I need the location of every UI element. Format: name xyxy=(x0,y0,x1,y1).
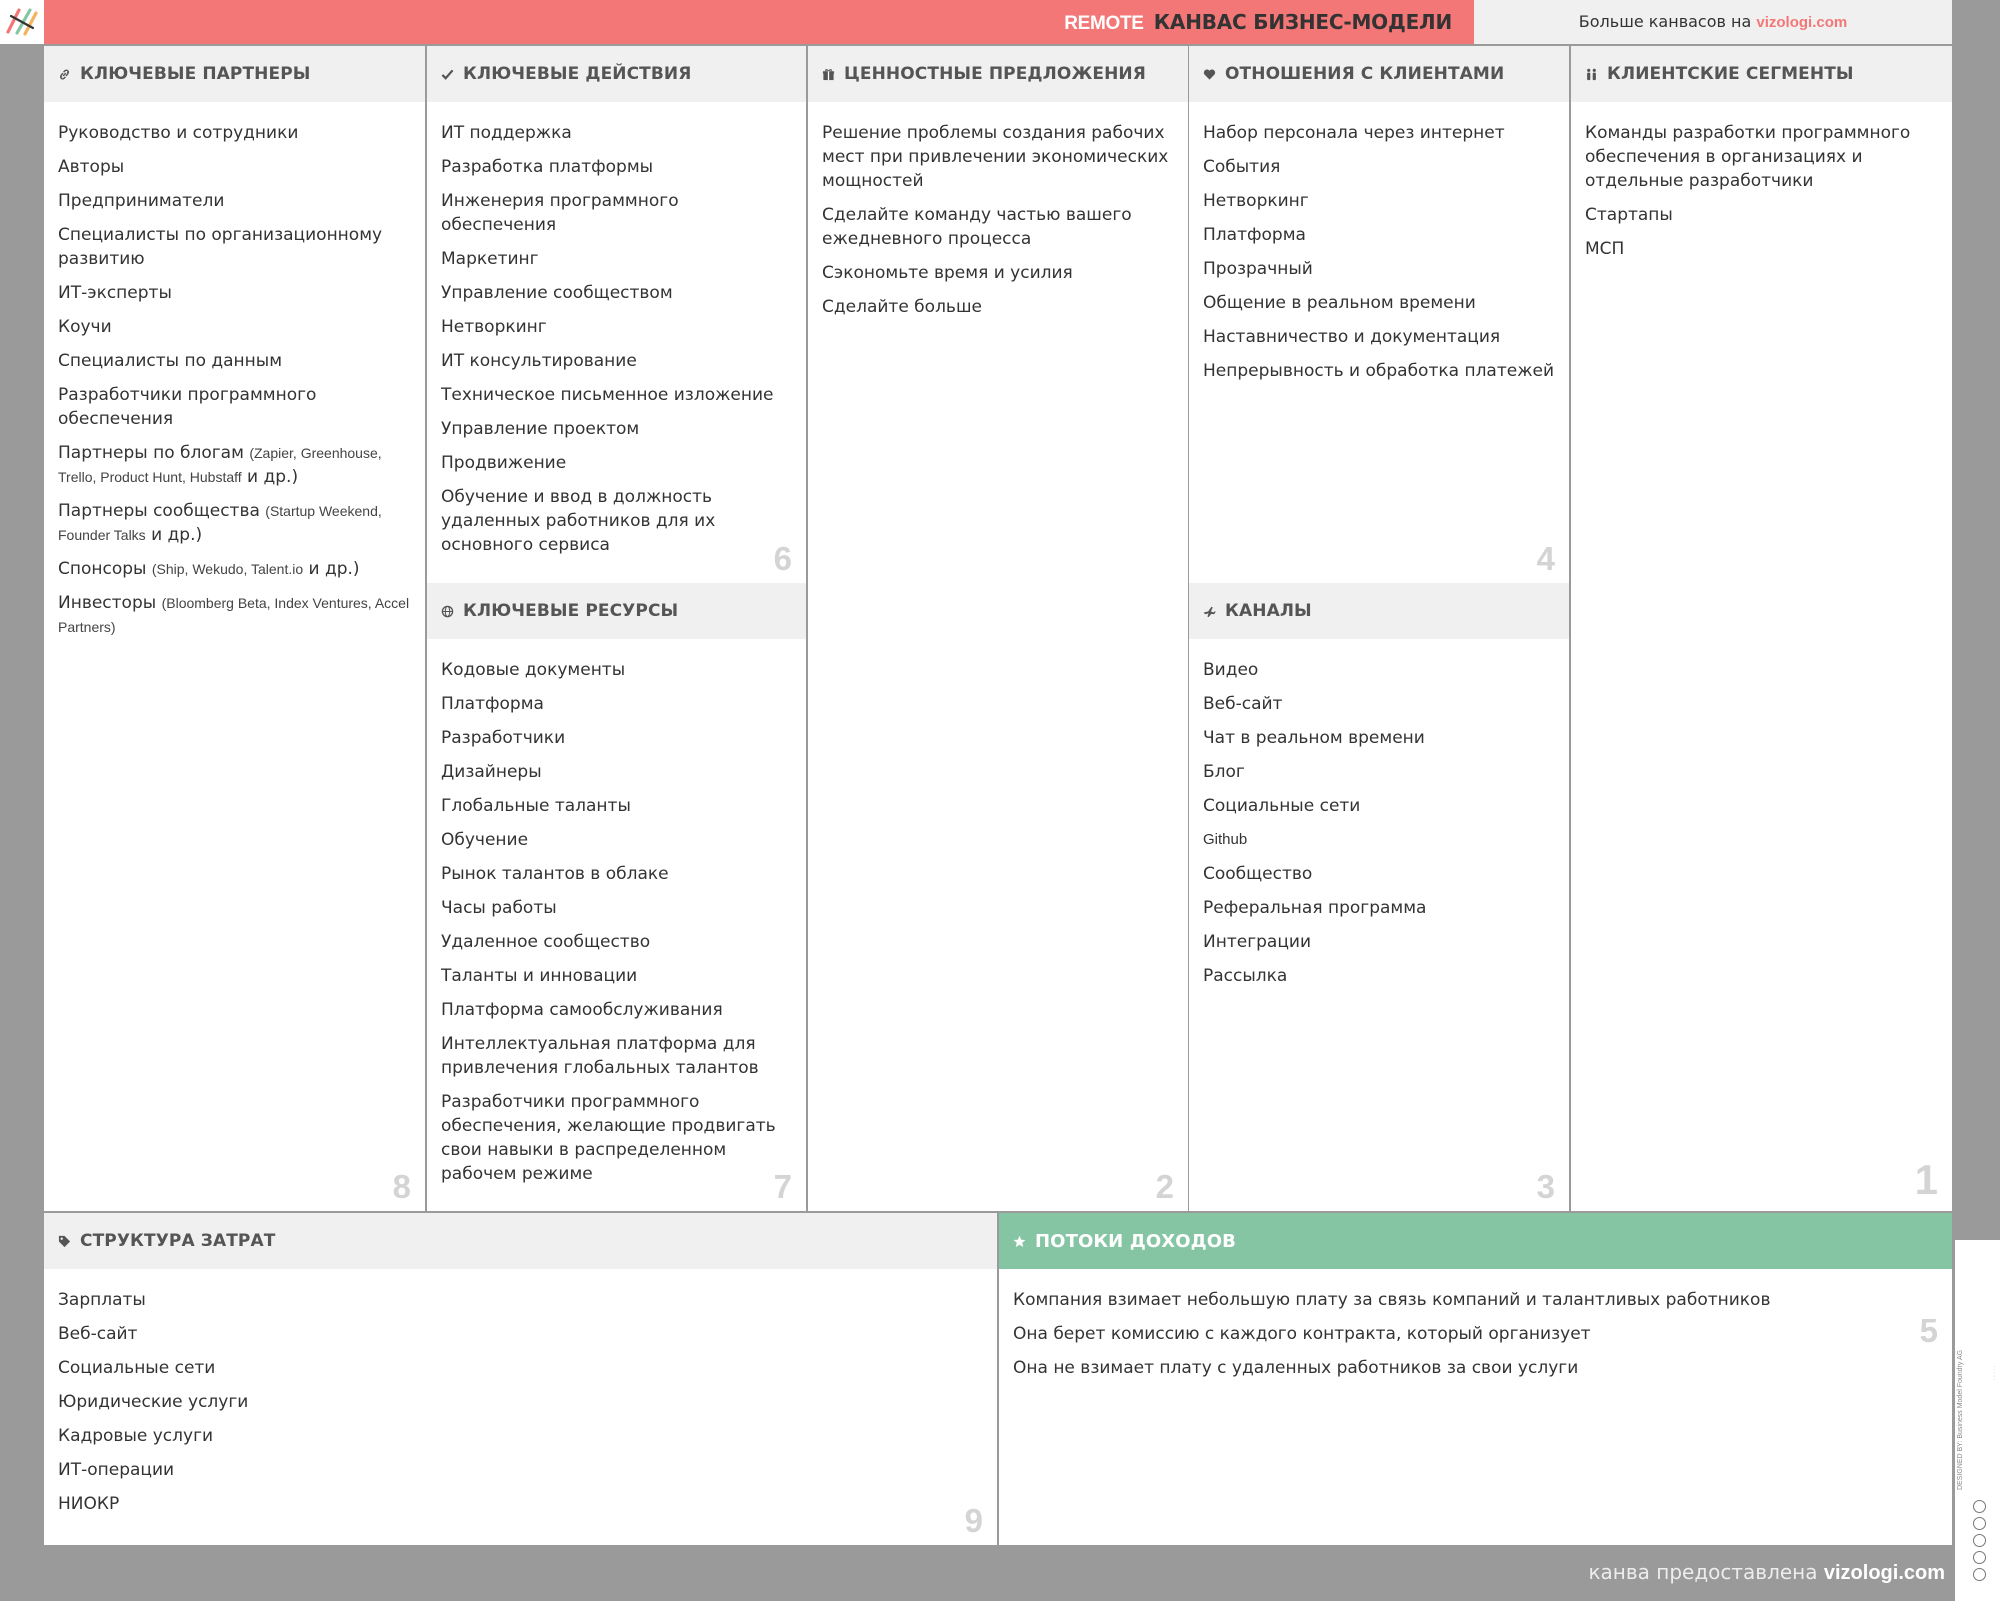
list-item: Чат в реальном времени xyxy=(1203,728,1425,748)
block-number: 7 xyxy=(773,1168,792,1205)
customer-relationships-title: ОТНОШЕНИЯ С КЛИЕНТАМИ xyxy=(1225,64,1505,84)
vizologi-logo[interactable] xyxy=(0,0,44,44)
block-number: 3 xyxy=(1536,1168,1555,1205)
company-name: REMOTE xyxy=(1064,13,1144,34)
list-item: Веб-сайт xyxy=(1203,694,1283,714)
list-item: Социальные сети xyxy=(58,1358,216,1378)
list-item: Сделайте больше xyxy=(822,297,982,317)
globe-icon xyxy=(441,605,454,618)
license-credit-strip xyxy=(1955,1240,2000,1601)
credit-text: канва предоставлена xyxy=(1588,1560,1824,1584)
item-note: (Ship, Wekudo, Talent.io xyxy=(151,561,304,577)
item-main: Инвесторы xyxy=(58,593,162,613)
nc-icon xyxy=(1973,1551,1986,1564)
canvas-title: КАНВАС БИЗНЕС-МОДЕЛИ xyxy=(1153,10,1452,34)
list-item: Она берет комиссию с каждого контракта, который организует xyxy=(1013,1324,1591,1344)
list-item-blog-partners xyxy=(58,441,411,489)
designed-by-text: DESIGNED BY: Business Model Foundry AG xyxy=(1957,1349,1964,1490)
item-tail: и др.) xyxy=(145,525,203,545)
list-item: Предприниматели xyxy=(58,191,225,211)
heart-icon xyxy=(1203,68,1216,81)
more-canvases-text: Больше канвасов на xyxy=(1578,12,1757,31)
cost-structure-title: СТРУКТУРА ЗАТРАТ xyxy=(80,1231,276,1251)
link-icon xyxy=(58,68,71,81)
cost-structure-list xyxy=(44,1269,997,1545)
nd-icon xyxy=(1973,1568,1986,1581)
list-item: Руководство и сотрудники xyxy=(58,123,299,143)
credit-brand[interactable]: vizologi.com xyxy=(1823,1562,1945,1584)
list-item: Непрерывность и обработка платежей xyxy=(1203,361,1555,381)
list-item: События xyxy=(1203,157,1281,177)
list-item: Разработчики xyxy=(441,728,566,748)
key-activities-title: КЛЮЧЕВЫЕ ДЕЙСТВИЯ xyxy=(463,64,692,84)
list-item: Общение в реальном времени xyxy=(1203,293,1476,313)
key-resources-header xyxy=(427,583,806,639)
key-resources-list xyxy=(427,639,806,1211)
customer-relationships-list xyxy=(1189,102,1569,583)
list-item: Наставничество и документация xyxy=(1203,327,1501,347)
list-item: Инженерия программного обеспечения xyxy=(441,191,679,235)
item-main: Спонсоры xyxy=(58,559,152,579)
list-item: Она не взимает плату с удаленных работников за свои услуги xyxy=(1013,1358,1579,1378)
people-icon xyxy=(1585,68,1598,81)
key-activities-header xyxy=(427,46,806,102)
list-item-investors xyxy=(58,591,411,639)
check-icon xyxy=(441,68,454,81)
fine-print: · · · · · xyxy=(1992,1365,1998,1380)
list-item: Управление сообществом xyxy=(441,283,673,303)
channels-title: КАНАЛЫ xyxy=(1225,601,1312,621)
star-icon xyxy=(1013,1235,1026,1248)
logo-icon xyxy=(5,6,39,38)
list-item: Стартапы xyxy=(1585,205,1673,225)
list-item: Прозрачный xyxy=(1203,259,1313,279)
list-item: Маркетинг xyxy=(441,249,539,269)
value-propositions-title: ЦЕННОСТНЫЕ ПРЕДЛОЖЕНИЯ xyxy=(844,64,1146,84)
list-item: Управление проектом xyxy=(441,419,640,439)
customer-segments-list xyxy=(1571,102,1952,1211)
list-item: Видео xyxy=(1203,660,1259,680)
list-item-sponsors xyxy=(58,557,411,581)
sa-icon xyxy=(1973,1534,1986,1547)
block-number: 9 xyxy=(964,1502,983,1539)
list-item: Обучение xyxy=(441,830,529,850)
block-number: 1 xyxy=(1914,1156,1938,1203)
canvas-credit[interactable] xyxy=(1588,1560,1945,1585)
list-item: Разработчики программного обеспечения xyxy=(58,385,317,429)
list-item: Рассылка xyxy=(1203,966,1288,986)
list-item: Веб-сайт xyxy=(58,1324,138,1344)
list-item: Авторы xyxy=(58,157,125,177)
key-partners-list xyxy=(44,102,425,1211)
list-item: Кадровые услуги xyxy=(58,1426,214,1446)
key-activities-list xyxy=(427,102,806,583)
more-canvases-link[interactable] xyxy=(1474,0,1952,44)
channels-header xyxy=(1189,583,1569,639)
list-item: Коучи xyxy=(58,317,112,337)
value-propositions-block xyxy=(808,46,1188,1211)
list-item: Разработчики программного обеспечения, желающие продвигать свои навыки в распределенном рабочем режиме xyxy=(441,1092,776,1184)
list-item: Разработка платформы xyxy=(441,157,654,177)
cost-structure-block xyxy=(44,1213,997,1545)
list-item: Глобальные таланты xyxy=(441,796,631,816)
list-item: Юридические услуги xyxy=(58,1392,249,1412)
canvas-title-bar xyxy=(44,0,1474,44)
list-item: Решение проблемы создания рабочих мест при привлечении экономических мощностей xyxy=(822,123,1169,191)
list-item: Техническое письменное изложение xyxy=(441,385,774,405)
customer-relationships-header xyxy=(1189,46,1569,102)
gift-icon xyxy=(822,68,835,81)
vizologi-link[interactable]: vizologi.com xyxy=(1756,14,1848,31)
list-item: ИТ поддержка xyxy=(441,123,572,143)
revenue-streams-header xyxy=(999,1213,1952,1269)
list-item: Набор персонала через интернет xyxy=(1203,123,1505,143)
channels-block xyxy=(1189,583,1569,1211)
list-item: Удаленное сообщество xyxy=(441,932,651,952)
cc-icon xyxy=(1973,1500,1986,1513)
item-note: (Bloomberg Beta, Index Ventures, Accel Partners) xyxy=(58,595,410,635)
value-propositions-header xyxy=(808,46,1188,102)
revenue-streams-list xyxy=(999,1269,1952,1545)
list-item-community-partners xyxy=(58,499,411,547)
key-resources-block xyxy=(427,583,806,1211)
list-item: Интеграции xyxy=(1203,932,1312,952)
list-item: Github xyxy=(1203,831,1248,848)
key-resources-title: КЛЮЧЕВЫЕ РЕСУРСЫ xyxy=(463,601,679,621)
block-number: 8 xyxy=(392,1168,411,1205)
key-activities-block xyxy=(427,46,806,583)
item-tail: и др.) xyxy=(303,559,360,579)
customer-segments-header xyxy=(1571,46,1952,102)
list-item: МСП xyxy=(1585,239,1625,259)
list-item: Таланты и инновации xyxy=(441,966,638,986)
creative-commons-icons xyxy=(1973,1500,1986,1581)
customer-segments-block xyxy=(1571,46,1952,1211)
block-number: 4 xyxy=(1536,540,1555,577)
block-number: 2 xyxy=(1155,1168,1174,1205)
customer-relationships-block xyxy=(1189,46,1569,583)
list-item: Специалисты по организационному развитию xyxy=(58,225,383,269)
list-item: Рынок талантов в облаке xyxy=(441,864,669,884)
list-item: Сделайте команду частью вашего ежедневного процесса xyxy=(822,205,1132,249)
channels-list xyxy=(1189,639,1569,1211)
list-item: Платформа xyxy=(1203,225,1306,245)
item-main: Партнеры по блогам xyxy=(58,443,250,463)
value-propositions-list xyxy=(808,102,1188,1211)
list-item: Дизайнеры xyxy=(441,762,542,782)
list-item: ИТ-операции xyxy=(58,1460,175,1480)
list-item: ИТ консультирование xyxy=(441,351,637,371)
list-item: ИТ-эксперты xyxy=(58,283,172,303)
list-item: Платформа самообслуживания xyxy=(441,1000,723,1020)
tag-icon xyxy=(58,1235,71,1248)
list-item: Блог xyxy=(1203,762,1245,782)
item-main: Партнеры сообщества xyxy=(58,501,266,521)
list-item: Часы работы xyxy=(441,898,557,918)
item-tail: и др.) xyxy=(241,467,299,487)
plane-icon xyxy=(1203,605,1216,618)
block-number: 6 xyxy=(773,540,792,577)
list-item: Нетворкинг xyxy=(1203,191,1309,211)
list-item: Социальные сети xyxy=(1203,796,1361,816)
list-item: Обучение и ввод в должность удаленных работников для их основного сервиса xyxy=(441,487,716,555)
list-item: НИОКР xyxy=(58,1494,120,1514)
list-item: Зарплаты xyxy=(58,1290,146,1310)
customer-segments-title: КЛИЕНТСКИЕ СЕГМЕНТЫ xyxy=(1607,64,1854,84)
key-partners-header xyxy=(44,46,425,102)
list-item: Нетворкинг xyxy=(441,317,547,337)
item-note: (Zapier, Greenhouse, Trello, Product Hunt, Hubstaff xyxy=(58,445,382,485)
revenue-streams-title: ПОТОКИ ДОХОДОВ xyxy=(1035,1230,1236,1252)
list-item: Компания взимает небольшую плату за связь компаний и талантливых работников xyxy=(1013,1290,1771,1310)
list-item: Сообщество xyxy=(1203,864,1313,884)
key-partners-block xyxy=(44,46,425,1211)
by-icon xyxy=(1973,1517,1986,1530)
list-item: Платформа xyxy=(441,694,544,714)
revenue-streams-block xyxy=(999,1213,1952,1545)
cost-structure-header xyxy=(44,1213,997,1269)
block-number: 5 xyxy=(1919,1312,1938,1349)
key-partners-title: КЛЮЧЕВЫЕ ПАРТНЕРЫ xyxy=(80,64,311,84)
list-item: Интеллектуальная платформа для привлечения глобальных талантов xyxy=(441,1034,759,1078)
list-item: Продвижение xyxy=(441,453,567,473)
list-item: Реферальная программа xyxy=(1203,898,1427,918)
list-item: Сэкономьте время и усилия xyxy=(822,263,1073,283)
list-item: Специалисты по данным xyxy=(58,351,283,371)
list-item: Команды разработки программного обеспечения в организациях и отдельные разработчики xyxy=(1585,123,1911,191)
item-note: (Startup Weekend, Founder Talks xyxy=(58,503,382,543)
list-item: Кодовые документы xyxy=(441,660,626,680)
